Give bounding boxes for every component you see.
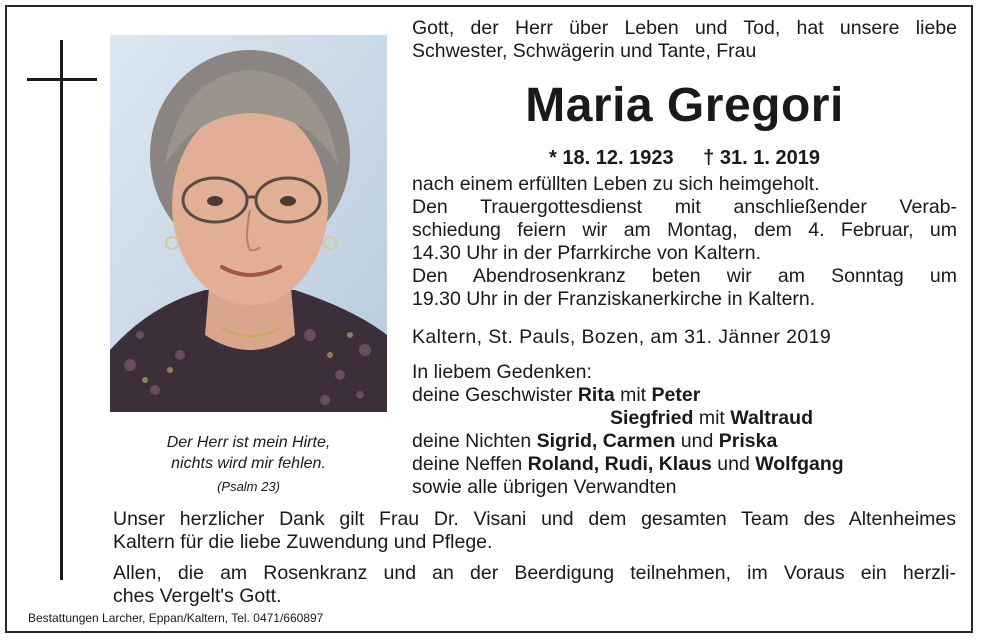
name-siegfried: Siegfried [610, 407, 694, 429]
cross-vertical-bar [60, 40, 63, 580]
neffen-prefix: deine Neffen [412, 453, 528, 475]
name-wolfgang: Wolfgang [755, 453, 844, 475]
mit-word: mit [614, 384, 652, 406]
birth-date: * 18. 12. 1923 [549, 147, 674, 169]
deceased-name: Maria Gregori [525, 79, 844, 132]
cross-horizontal-bar [27, 78, 97, 81]
nichten-names: Sigrid, Carmen [536, 430, 676, 452]
nichten-prefix: deine Nichten [412, 430, 537, 452]
mit-word: mit [693, 407, 731, 429]
life-dates [412, 146, 957, 170]
psalm-reference: (Psalm 23) [217, 479, 280, 494]
gedenken-heading: In liebem Gedenken: [412, 361, 592, 383]
allen-line-2: ches Vergelt's Gott. [113, 585, 282, 607]
geschwister-line-1 [412, 384, 957, 407]
name-peter: Peter [651, 384, 701, 406]
bible-quote [110, 432, 387, 474]
heimgeholt-line: nach einem erfüllten Leben zu sich heimgeholt. [412, 173, 820, 195]
name-waltraud: Waltraud [730, 407, 813, 429]
rosary-line-1: Den Abendrosenkranz beten wir am Sonntag um [412, 265, 957, 287]
neffen-names: Roland, Rudi, Klaus [527, 453, 712, 475]
und-word: und [711, 453, 756, 475]
service-line-1: Den Trauergottesdienst mit anschließender Verab- [412, 196, 957, 218]
intro-line-1: Gott, der Herr über Leben und Tod, hat unsere liebe [412, 17, 957, 39]
place-and-date: Kaltern, St. Pauls, Bozen, am 31. Jänner 2019 [412, 326, 832, 348]
intro-line-2: Schwester, Schwägerin und Tante, Frau [412, 40, 757, 62]
quote-line-2: nichts wird mir fehlen. [171, 455, 326, 472]
geschwister-line-2 [610, 407, 957, 430]
und-word: und [675, 430, 719, 452]
portrait-photo [110, 35, 387, 412]
thanks-line-1: Unser herzlicher Dank gilt Frau Dr. Visani und dem gesamten Team des Altenheimes [113, 508, 956, 530]
name-priska: Priska [718, 430, 778, 452]
verwandte-line: sowie alle übrigen Verwandten [412, 476, 677, 498]
neffen-line [412, 453, 957, 476]
quote-line-1: Der Herr ist mein Hirte, [166, 434, 331, 451]
geschwister-prefix: deine Geschwister [412, 384, 578, 406]
thanks-line-2: Kaltern für die liebe Zuwendung und Pflege. [113, 531, 493, 553]
service-line-3: 14.30 Uhr in der Pfarrkirche von Kaltern. [412, 242, 762, 264]
funeral-home-footer: Bestattungen Larcher, Eppan/Kaltern, Tel. 0471/660897 [28, 611, 324, 625]
death-date: † 31. 1. 2019 [703, 147, 820, 169]
allen-line-1: Allen, die am Rosenkranz und an der Beerdigung teilnehmen, im Voraus ein herzli- [113, 562, 956, 584]
nichten-line [412, 430, 957, 453]
rosary-line-2: 19.30 Uhr in der Franziskanerkirche in Kaltern. [412, 288, 816, 310]
service-line-2: schiedung feiern wir am Montag, dem 4. Februar, um [412, 219, 957, 241]
portrait-illustration [110, 35, 387, 412]
name-rita: Rita [577, 384, 615, 406]
